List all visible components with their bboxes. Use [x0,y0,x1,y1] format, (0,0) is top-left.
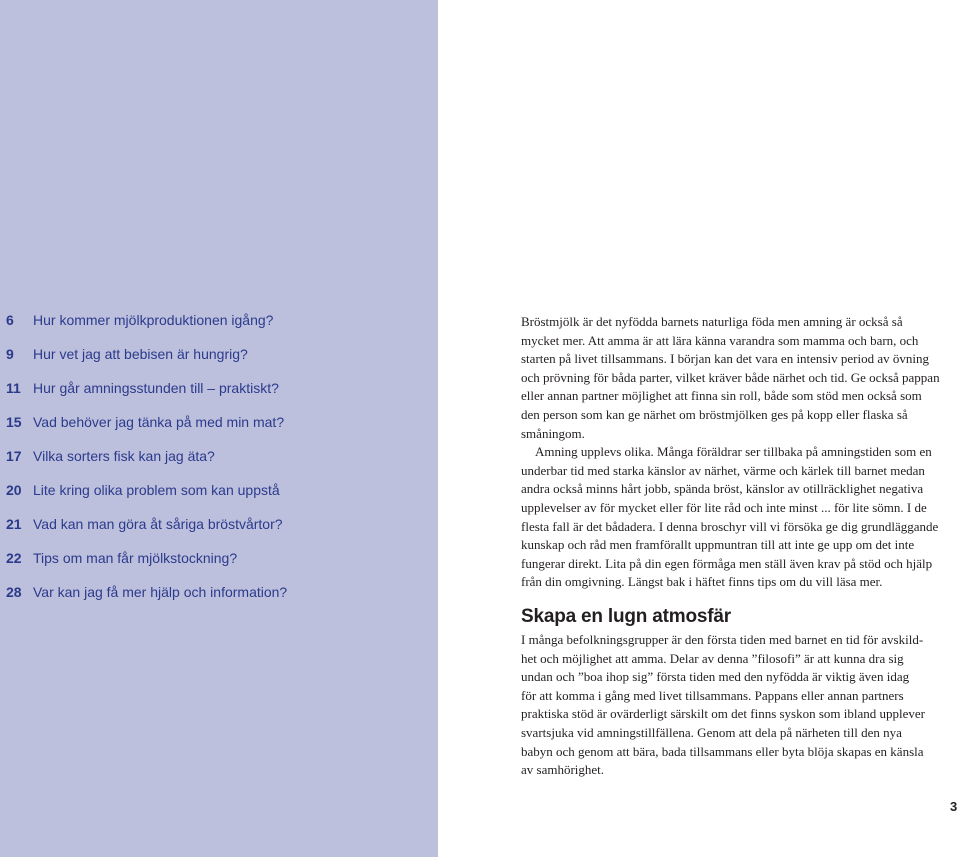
toc-page-number: 11 [6,380,21,396]
toc-page-number: 22 [6,550,22,566]
text-line: småningom. [521,425,585,441]
page-number: 3 [950,799,958,814]
toc-title: Hur vet jag att bebisen är hungrig? [33,346,248,362]
toc-title: Hur går amningsstunden till – praktiskt? [33,380,279,396]
toc-title: Vilka sorters fisk kan jag äta? [33,448,215,464]
toc-page-number: 20 [6,482,22,498]
text-line: starten på livet tillsammans. I början kan det vara en intensiv period av övning [521,351,929,367]
text-line: het och möjlighet att amma. Delar av denna ”filosofi” är att kunna dra sig [521,650,904,666]
section-heading: Skapa en lugn atmosfär [521,606,731,627]
text-line: den person som kan ge närhet om bröstmjölken ges på kopp eller flaska så [521,406,908,422]
text-line: Bröstmjölk är det nyfödda barnets naturliga föda men amning är också så [521,314,903,329]
toc-page-number: 9 [6,346,14,362]
text-line: Amning upplevs olika. Många föräldrar ser tillbaka på amningstiden som en [535,444,932,460]
text-line: fungerar direkt. Lita på din egen förmåga men ställ även krav på stöd och hjälp [521,555,933,571]
toc-page-number: 6 [6,312,14,328]
toc-page-number: 15 [6,414,22,430]
intro-text [521,313,960,592]
toc-title: Tips om man får mjölkstockning? [33,550,238,566]
toc-page-number: 28 [6,584,22,600]
text-line: flesta fall är det bådadera. I denna broschyr vill vi försöka ge dig grundläggande [521,518,939,534]
text-line: andra också minns hårt jobb, spända bröst, känslor av otillräcklighet negativa [521,481,924,497]
toc-page-number: 17 [6,448,22,464]
toc-title: Vad behöver jag tänka på med min mat? [33,414,285,430]
text-line: undan och ”boa ihop sig” första tiden med den nyfödda är viktig även idag [521,669,910,685]
text-line: av samhörighet. [521,762,605,778]
text-line: för att komma i gång med livet tillsammans. Pappans eller annan partners [521,687,904,703]
toc-title: Var kan jag få mer hjälp och information? [33,584,288,600]
text-line: från din omgivning. Längst bak i häftet finns tips om du vill läsa mer. [521,574,883,590]
text-line: svartsjuka vid amningstillfällena. Genom att dela på närheten till den nya [521,724,902,740]
text-line: och prövning för båda parter, vilket kräver både närhet och tid. Ge också pappan [521,369,940,385]
text-line: eller annan partner möjlighet att finna sin roll, både som stöd men också som [521,388,922,404]
toc-title: Hur kommer mjölkproduktionen igång? [33,312,274,328]
text-line: upplevelser av för mycket eller för lite råd och inte minst ... för lite sömn. I de [521,499,927,515]
text-line: babyn och genom att bära, bada tillsammans eller byta blöja skapas en känsla [521,743,924,759]
text-line: praktiska stöd är ovärderligt särskilt om det finns syskon som ibland upplever [521,706,926,722]
toc-title: Lite kring olika problem som kan uppstå [33,482,280,498]
text-line: kunskap och råd men framförallt uppmuntran till att inte ge upp om det inte [521,537,915,553]
toc-title: Vad kan man göra åt såriga bröstvårtor? [33,516,283,532]
text-line: I många befolkningsgrupper är den första tiden med barnet en tid för avskild- [521,632,924,647]
section-text [521,631,960,780]
text-line: mycket mer. Att amma är att lära känna varandra som mamma och barn, och [521,332,919,348]
text-line: underbar tid med starka känslor av närhet, värme och kärlek till barnet medan [521,462,925,478]
toc-page-number: 21 [6,516,22,532]
